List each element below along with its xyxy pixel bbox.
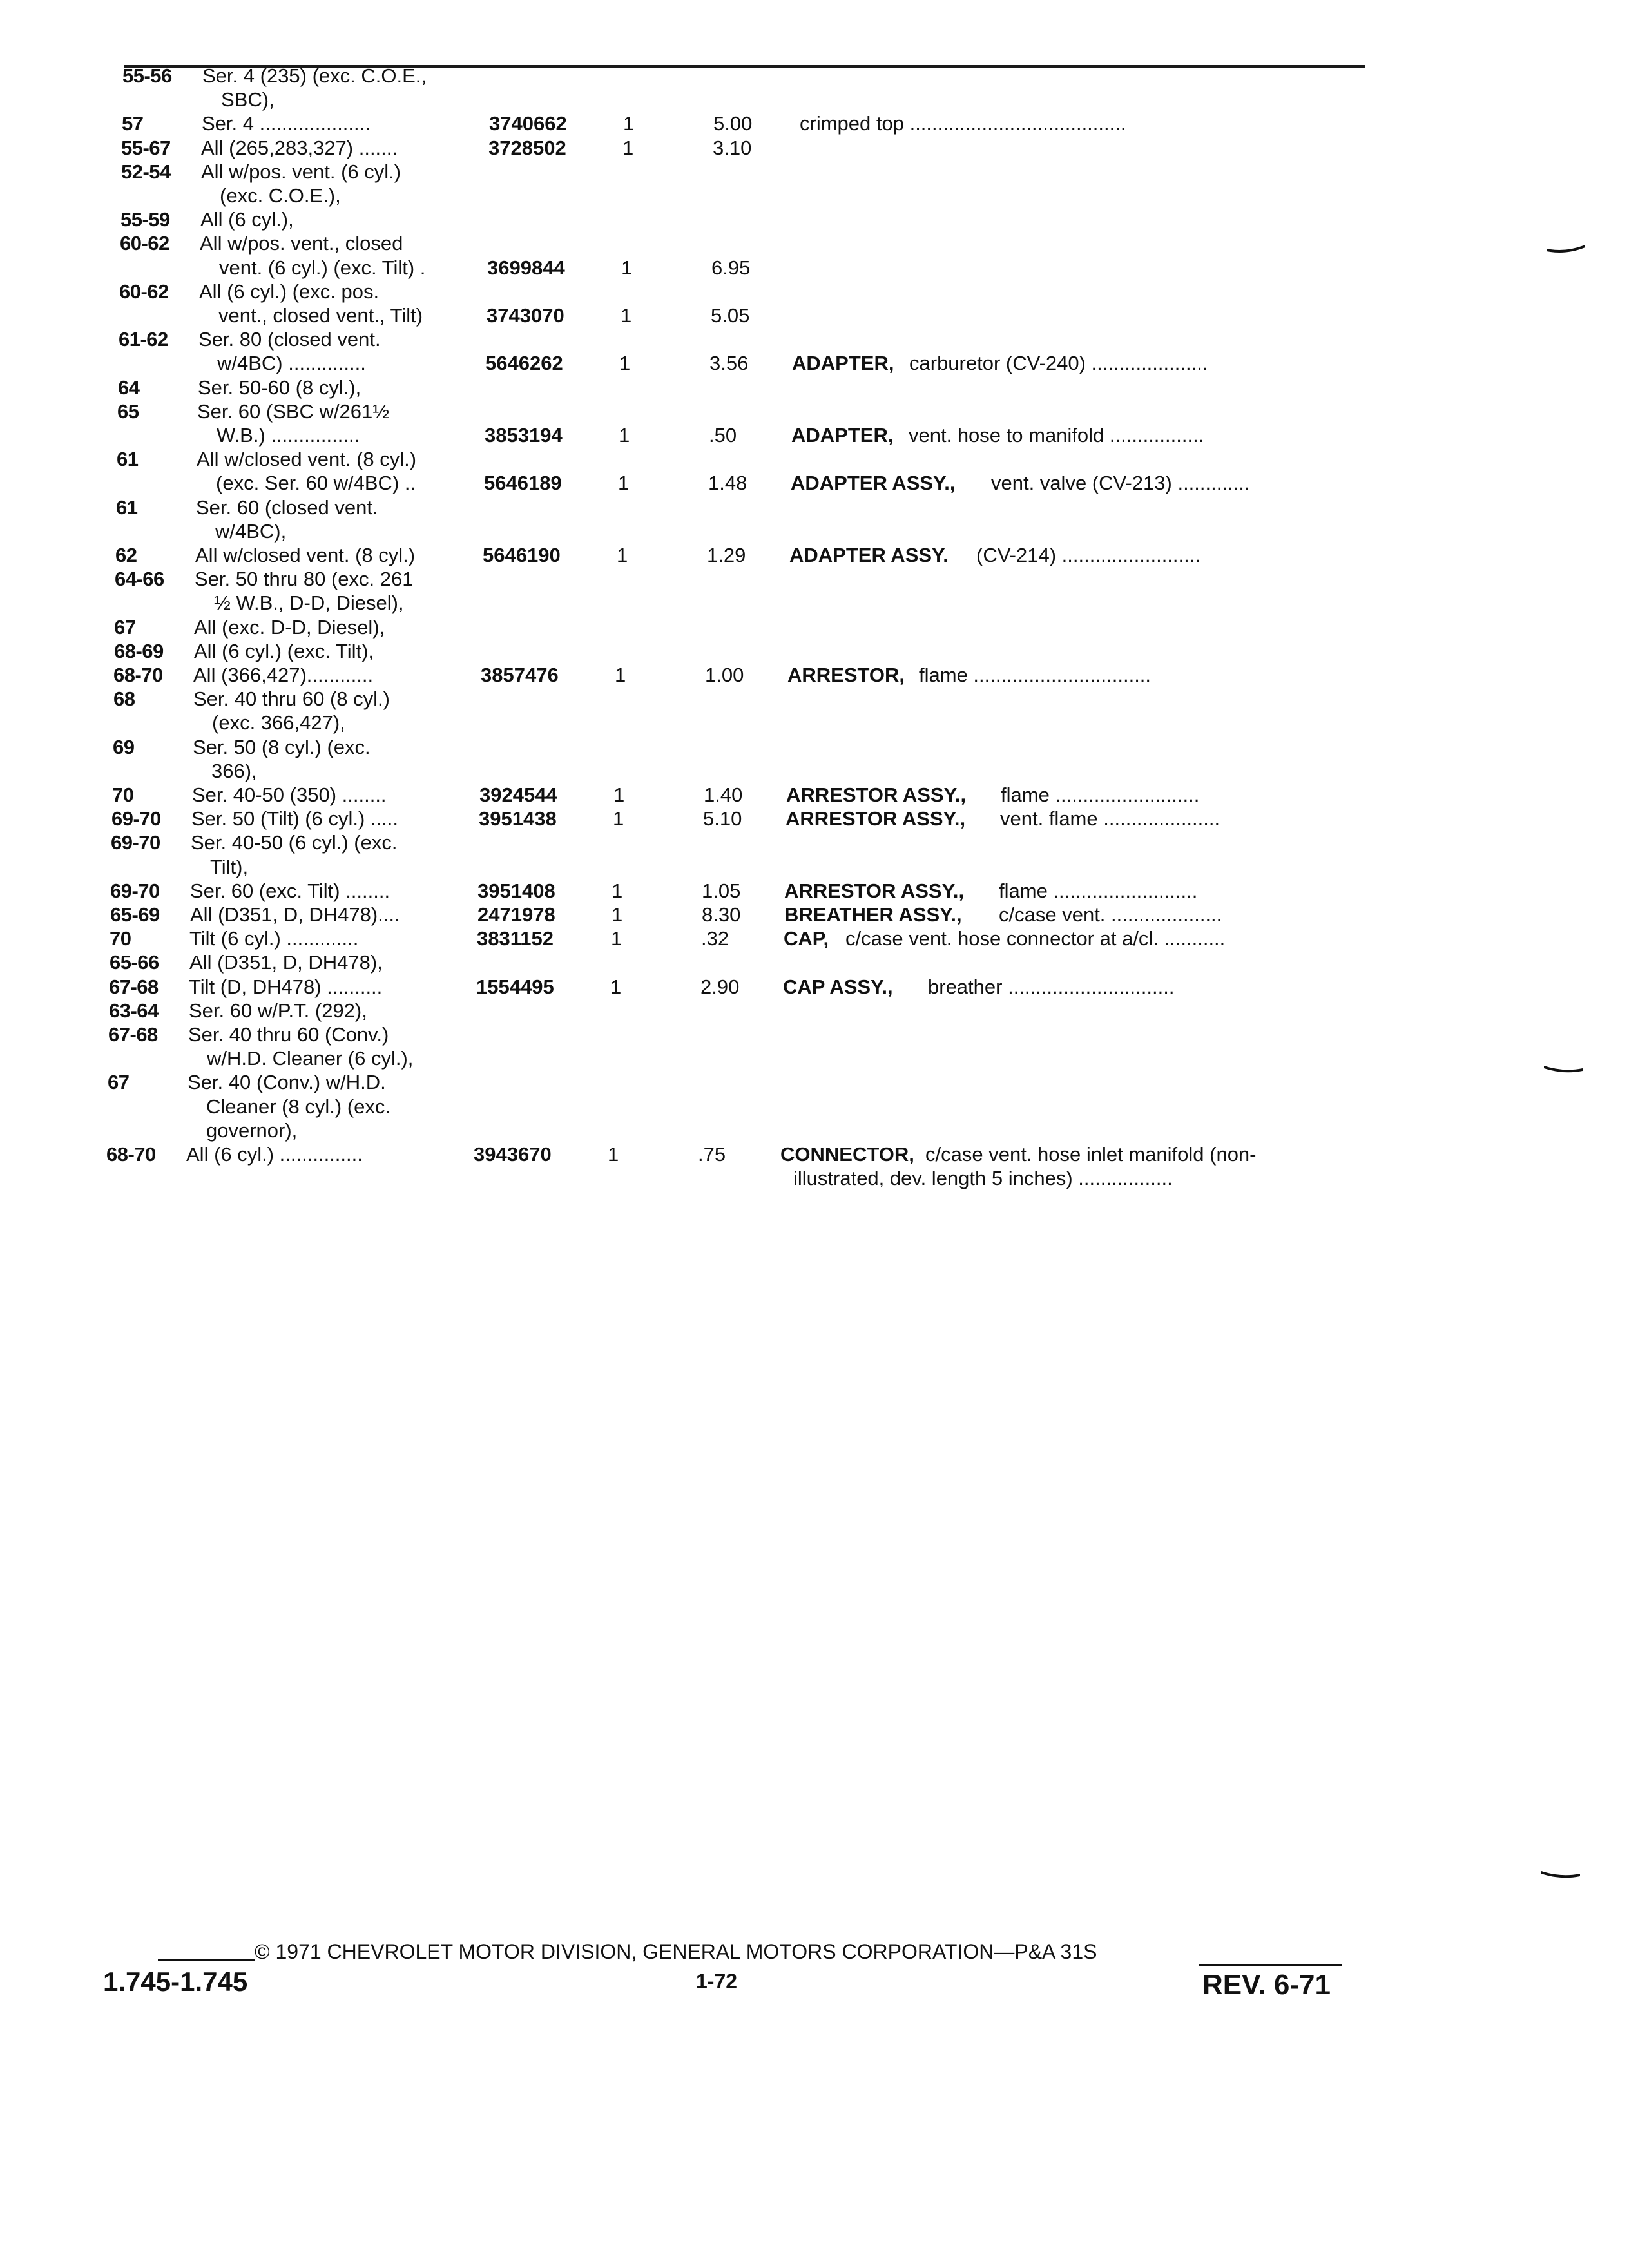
parts-row — [0, 424, 1629, 450]
application-description: governor), — [206, 1119, 298, 1142]
model-years: 67 — [108, 1071, 130, 1093]
price: 5.05 — [711, 304, 750, 327]
model-years: 69-70 — [111, 831, 160, 854]
application-description: Tilt (D, DH478) .......... — [189, 975, 383, 998]
parts-row — [0, 616, 1629, 642]
item-name: ARRESTOR, — [787, 664, 905, 686]
quantity: 1 — [621, 256, 633, 279]
application-description: Tilt), — [210, 856, 249, 878]
application-description: SBC), — [221, 88, 275, 111]
application-description: vent., closed vent., Tilt) — [218, 304, 423, 327]
item-description: flame .......................... — [999, 879, 1198, 902]
parts-row — [0, 1047, 1629, 1073]
application-description: w/4BC) .............. — [217, 352, 366, 374]
model-years: 57 — [122, 112, 144, 135]
parts-row — [0, 520, 1629, 546]
item-description: (CV-214) ......................... — [976, 544, 1200, 566]
application-description: All w/closed vent. (8 cyl.) — [197, 448, 417, 470]
price: 3.56 — [709, 352, 749, 374]
price: .75 — [698, 1143, 726, 1166]
application-description: Ser. 60 (exc. Tilt) ........ — [190, 879, 390, 902]
application-description: (exc. Ser. 60 w/4BC) .. — [216, 472, 416, 494]
price: 1.48 — [708, 472, 747, 494]
application-description: All (265,283,327) ....... — [201, 137, 398, 159]
application-description: Tilt (6 cyl.) ............. — [189, 927, 359, 950]
item-description: c/case vent. .................... — [999, 903, 1222, 926]
application-description: (exc. 366,427), — [212, 711, 345, 734]
parts-row — [0, 256, 1629, 282]
price: 3.10 — [713, 137, 752, 159]
quantity: 1 — [612, 879, 623, 902]
application-description: Ser. 40 thru 60 (Conv.) — [188, 1023, 389, 1046]
model-years: 67-68 — [109, 975, 159, 998]
application-description: Cleaner (8 cyl.) (exc. — [206, 1095, 390, 1118]
price: .32 — [701, 927, 729, 950]
parts-row — [0, 376, 1629, 402]
application-description: All (D351, D, DH478), — [189, 951, 383, 974]
quantity: 1 — [619, 352, 631, 374]
model-years: 61 — [116, 496, 138, 519]
item-name: CAP, — [784, 927, 829, 950]
model-years: 64-66 — [115, 568, 164, 590]
parts-row — [0, 1095, 1629, 1121]
part-number: 5646190 — [483, 544, 561, 566]
footer-section-number: 1.745-1.745 — [103, 1966, 248, 1997]
item-name: ADAPTER, — [792, 352, 894, 374]
parts-row — [0, 687, 1629, 713]
part-number: 3853194 — [485, 424, 563, 447]
item-description: vent. flame ..................... — [1000, 807, 1220, 830]
application-description: ½ W.B., D-D, Diesel), — [214, 591, 404, 614]
parts-row — [0, 1143, 1629, 1169]
application-description: Ser. 40-50 (350) ........ — [192, 783, 387, 806]
application-description: Ser. 50 (Tilt) (6 cyl.) ..... — [191, 807, 398, 830]
application-description: All (6 cyl.) ............... — [186, 1143, 363, 1166]
model-years: 69 — [113, 736, 135, 758]
parts-row — [0, 160, 1629, 186]
model-years: 68-70 — [106, 1143, 156, 1166]
quantity: 1 — [619, 424, 630, 447]
model-years: 61 — [117, 448, 139, 470]
quantity: 1 — [613, 783, 625, 806]
model-years: 63-64 — [109, 999, 159, 1022]
footer-revision: REV. 6-71 — [1202, 1969, 1331, 2001]
footer-page-number: 1-72 — [696, 1970, 738, 1993]
parts-row — [0, 807, 1629, 833]
part-number: 3740662 — [489, 112, 567, 135]
application-description: vent. (6 cyl.) (exc. Tilt) . — [219, 256, 426, 279]
application-description: All (exc. D-D, Diesel), — [194, 616, 385, 639]
parts-row — [0, 328, 1629, 354]
parts-row — [0, 352, 1629, 378]
application-description: Ser. 40 (Conv.) w/H.D. — [188, 1071, 386, 1093]
application-description: w/H.D. Cleaner (6 cyl.), — [207, 1047, 414, 1070]
application-description: W.B.) ................ — [217, 424, 360, 447]
model-years: 65-69 — [110, 903, 160, 926]
application-description: Ser. 80 (closed vent. — [198, 328, 381, 351]
model-years: 62 — [115, 544, 137, 566]
parts-row — [0, 591, 1629, 617]
parts-row — [0, 400, 1629, 426]
application-description: All w/pos. vent., closed — [200, 232, 403, 255]
item-description: breather .............................. — [928, 975, 1175, 998]
parts-row — [0, 544, 1629, 570]
part-number: 5646189 — [484, 472, 562, 494]
price: 1.29 — [707, 544, 746, 566]
parts-row — [0, 760, 1629, 785]
application-description: Ser. 4 (235) (exc. C.O.E., — [202, 64, 427, 87]
footer-copyright: © 1971 CHEVROLET MOTOR DIVISION, GENERAL MOTORS CORPORATION—P&A 31S — [255, 1940, 1097, 1963]
item-description: crimped top ....................................... — [800, 112, 1126, 135]
quantity: 1 — [612, 903, 623, 926]
parts-row — [0, 903, 1629, 929]
item-name: ADAPTER ASSY. — [789, 544, 949, 566]
item-description: illustrated, dev. length 5 inches) ................. — [793, 1167, 1173, 1189]
application-description: Ser. 50 (8 cyl.) (exc. — [193, 736, 371, 758]
model-years: 61-62 — [119, 328, 168, 351]
price: 2.90 — [700, 975, 740, 998]
model-years: 70 — [110, 927, 131, 950]
parts-row — [0, 232, 1629, 258]
model-years: 60-62 — [120, 232, 169, 255]
item-name: ARRESTOR ASSY., — [786, 783, 967, 806]
parts-row — [0, 496, 1629, 522]
margin-tick-mark — [1547, 244, 1585, 255]
part-number: 3857476 — [481, 664, 559, 686]
application-description: Ser. 40 thru 60 (8 cyl.) — [193, 687, 390, 710]
model-years: 68 — [113, 687, 135, 710]
price: 8.30 — [702, 903, 741, 926]
model-years: 52-54 — [121, 160, 171, 183]
part-number: 5646262 — [485, 352, 563, 374]
application-description: w/4BC), — [215, 520, 287, 543]
application-description: Ser. 50-60 (8 cyl.), — [198, 376, 361, 399]
part-number: 1554495 — [476, 975, 554, 998]
price: .50 — [709, 424, 737, 447]
model-years: 68-69 — [114, 640, 164, 662]
parts-row — [0, 472, 1629, 497]
price: 1.40 — [704, 783, 743, 806]
parts-row — [0, 975, 1629, 1001]
parts-row — [0, 711, 1629, 737]
part-number: 3951438 — [479, 807, 557, 830]
margin-tick-mark — [1544, 1063, 1583, 1075]
price: 5.10 — [703, 807, 742, 830]
item-description: flame ................................ — [919, 664, 1152, 686]
model-years: 68-70 — [113, 664, 163, 686]
quantity: 1 — [611, 927, 622, 950]
parts-row — [0, 1023, 1629, 1049]
part-number: 3951408 — [477, 879, 555, 902]
application-description: All (6 cyl.), — [200, 208, 294, 231]
part-number: 2471978 — [477, 903, 555, 926]
parts-row — [0, 999, 1629, 1025]
parts-row — [0, 88, 1629, 114]
model-years: 67-68 — [108, 1023, 158, 1046]
quantity: 1 — [621, 304, 632, 327]
parts-row — [0, 112, 1629, 138]
item-name: CAP ASSY., — [783, 975, 893, 998]
model-years: 55-59 — [120, 208, 170, 231]
application-description: All (6 cyl.) (exc. Tilt), — [194, 640, 374, 662]
parts-row — [0, 856, 1629, 881]
price: 6.95 — [711, 256, 751, 279]
parts-row — [0, 783, 1629, 809]
parts-row — [0, 1119, 1629, 1145]
parts-row — [0, 927, 1629, 953]
model-years: 55-67 — [121, 137, 171, 159]
item-description: c/case vent. hose connector at a/cl. ........... — [845, 927, 1226, 950]
application-description: Ser. 4 .................... — [202, 112, 371, 135]
parts-row — [0, 304, 1629, 330]
quantity: 1 — [615, 664, 626, 686]
application-description: All (6 cyl.) (exc. pos. — [199, 280, 380, 303]
model-years: 55-56 — [122, 64, 172, 87]
part-number: 3831152 — [477, 927, 554, 950]
model-years: 65-66 — [110, 951, 159, 974]
model-years: 69-70 — [110, 879, 160, 902]
parts-row — [0, 736, 1629, 762]
parts-row — [0, 568, 1629, 593]
application-description: All (366,427)............ — [193, 664, 374, 686]
price: 1.00 — [705, 664, 744, 686]
application-description: 366), — [211, 760, 257, 782]
parts-row — [0, 1167, 1629, 1193]
application-description: All w/closed vent. (8 cyl.) — [195, 544, 416, 566]
application-description: Ser. 60 (SBC w/261½ — [197, 400, 390, 423]
item-name: CONNECTOR, — [780, 1143, 914, 1166]
application-description: Ser. 60 (closed vent. — [196, 496, 378, 519]
item-name: ARRESTOR ASSY., — [786, 807, 966, 830]
application-description: All (D351, D, DH478).... — [190, 903, 400, 926]
parts-row — [0, 831, 1629, 857]
model-years: 65 — [117, 400, 139, 423]
part-number: 3743070 — [487, 304, 564, 327]
footer-rule-right — [1199, 1964, 1342, 1966]
application-description: (exc. C.O.E.), — [220, 184, 341, 207]
item-name: ADAPTER ASSY., — [791, 472, 956, 494]
part-number: 3943670 — [474, 1143, 552, 1166]
model-years: 67 — [114, 616, 136, 639]
model-years: 64 — [118, 376, 140, 399]
item-name: ARRESTOR ASSY., — [784, 879, 965, 902]
parts-row — [0, 951, 1629, 977]
parts-row — [0, 664, 1629, 689]
application-description: Ser. 60 w/P.T. (292), — [189, 999, 367, 1022]
price: 1.05 — [702, 879, 741, 902]
footer-rule-left — [158, 1959, 255, 1961]
item-description: vent. valve (CV-213) ............. — [991, 472, 1250, 494]
quantity: 1 — [622, 137, 634, 159]
application-description: All w/pos. vent. (6 cyl.) — [201, 160, 401, 183]
part-number: 3924544 — [479, 783, 557, 806]
model-years: 60-62 — [119, 280, 169, 303]
price: 5.00 — [713, 112, 753, 135]
parts-row — [0, 208, 1629, 234]
parts-row — [0, 448, 1629, 474]
application-description: Ser. 40-50 (6 cyl.) (exc. — [191, 831, 398, 854]
model-years: 70 — [112, 783, 134, 806]
quantity: 1 — [618, 472, 630, 494]
item-description: carburetor (CV-240) ..................... — [909, 352, 1208, 374]
quantity: 1 — [623, 112, 635, 135]
parts-row — [0, 640, 1629, 666]
part-number: 3699844 — [487, 256, 565, 279]
parts-row — [0, 879, 1629, 905]
parts-row — [0, 280, 1629, 306]
application-description: Ser. 50 thru 80 (exc. 261 — [195, 568, 414, 590]
parts-row — [0, 137, 1629, 162]
item-description: vent. hose to manifold ................. — [909, 424, 1204, 447]
item-name: ADAPTER, — [791, 424, 894, 447]
item-name: BREATHER ASSY., — [784, 903, 962, 926]
quantity: 1 — [610, 975, 622, 998]
parts-row — [0, 64, 1629, 90]
parts-row — [0, 1071, 1629, 1097]
item-description: c/case vent. hose inlet manifold (non- — [925, 1143, 1257, 1166]
part-number: 3728502 — [488, 137, 566, 159]
item-description: flame .......................... — [1001, 783, 1200, 806]
parts-row — [0, 184, 1629, 210]
quantity: 1 — [617, 544, 628, 566]
model-years: 69-70 — [111, 807, 161, 830]
quantity: 1 — [613, 807, 624, 830]
quantity: 1 — [608, 1143, 619, 1166]
margin-tick-mark — [1541, 1869, 1580, 1880]
